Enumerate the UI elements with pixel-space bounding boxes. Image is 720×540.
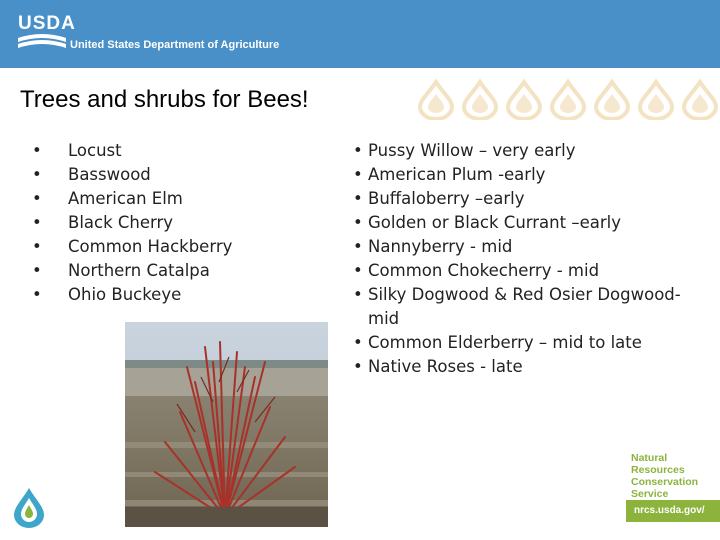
shrubs-list <box>353 139 698 379</box>
list-item <box>32 187 328 211</box>
nrcs-line: Conservation <box>631 476 699 488</box>
nrcs-line: Resources <box>631 464 685 476</box>
trees-list <box>32 139 328 307</box>
list-item-text: Black Cherry <box>68 213 174 232</box>
list-item <box>353 139 698 163</box>
bullet: • <box>353 261 363 280</box>
bullet: • <box>353 213 363 232</box>
bullet: • <box>353 189 363 208</box>
list-item-text: American Elm <box>68 189 183 208</box>
nrcs-logo-text <box>631 452 698 500</box>
list-item-text: Northern Catalpa <box>68 261 210 280</box>
bullet: • <box>32 213 42 232</box>
list-item <box>353 355 698 379</box>
bullet: • <box>32 165 42 184</box>
nrcs-line: Natural <box>631 452 668 464</box>
list-item <box>353 283 698 307</box>
nrcs-line: Service <box>631 488 669 500</box>
bullet: • <box>32 189 42 208</box>
list-item <box>32 283 328 307</box>
list-item <box>353 235 698 259</box>
list-item <box>353 259 698 283</box>
list-item-continuation <box>368 307 698 331</box>
list-item-text: Common Chokecherry - mid <box>368 261 600 280</box>
slide-title: Trees and shrubs for Bees! <box>20 86 309 113</box>
bullet: • <box>32 141 42 160</box>
bullet: • <box>353 357 363 376</box>
list-item-text: Native Roses - late <box>368 357 523 376</box>
bullet: • <box>32 285 42 304</box>
list-item-text: American Plum -early <box>368 165 546 184</box>
nrcs-url-label: nrcs.usda.gov/ <box>626 500 720 522</box>
bullet: • <box>353 141 363 160</box>
list-item-text: Buffaloberry –early <box>368 189 525 208</box>
bullet: • <box>32 237 42 256</box>
list-item-text: Ohio Buckeye <box>68 285 182 304</box>
list-item-text: mid <box>368 309 400 328</box>
list-item-text: Common Hackberry <box>68 237 233 256</box>
list-item <box>32 211 328 235</box>
usda-logo-text: USDA <box>18 13 76 34</box>
list-item-text: Common Elderberry – mid to late <box>368 333 642 352</box>
department-name: United States Department of Agriculture <box>70 39 280 51</box>
list-item-text: Silky Dogwood & Red Osier Dogwood- <box>368 285 681 304</box>
bullet: • <box>32 261 42 280</box>
bullet: • <box>353 333 363 352</box>
list-item <box>353 211 698 235</box>
list-item-text: Basswood <box>68 165 151 184</box>
list-item-text: Nannyberry - mid <box>368 237 513 256</box>
list-item <box>353 187 698 211</box>
list-item <box>32 235 328 259</box>
dogwood-shrub-photo <box>125 322 328 527</box>
list-item <box>353 163 698 187</box>
usda-logo <box>18 14 288 58</box>
list-item-text: Pussy Willow – very early <box>368 141 576 160</box>
list-item <box>32 139 328 163</box>
bullet: • <box>353 237 363 256</box>
header-bar <box>0 0 720 68</box>
list-item-text: Locust <box>68 141 122 160</box>
nrcs-water-drop-icon <box>12 486 46 530</box>
list-item <box>32 163 328 187</box>
list-item <box>353 331 698 355</box>
bullet: • <box>353 285 363 304</box>
water-drop-watermark-icon <box>414 78 720 120</box>
usda-swoosh-icon <box>18 32 66 52</box>
bullet: • <box>353 165 363 184</box>
list-item <box>32 259 328 283</box>
list-item-text: Golden or Black Currant –early <box>368 213 621 232</box>
